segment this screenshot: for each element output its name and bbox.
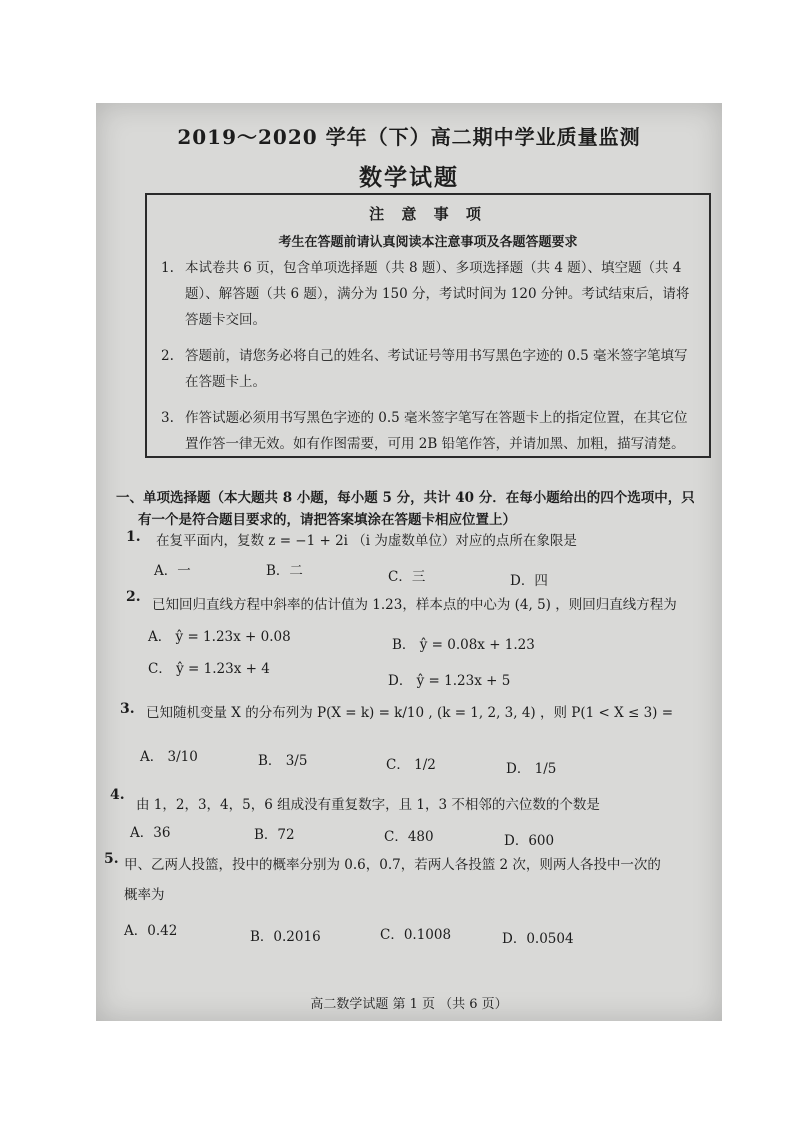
page-footer: 高二数学试题 第 1 页 （共 6 页）: [310, 997, 508, 1012]
option-c: C．480: [384, 829, 434, 845]
notice-item-line: 本试卷共 6 页，包含单项选择题（共 8 题）、多项选择题（共 4 题）、填空题（共 4: [185, 260, 682, 276]
question-stem: 甲、乙两人投篮，投中的概率分别为 0.6，0.7，若两人各投篮 2 次，则两人各投中一次的: [124, 857, 661, 873]
option-a: A． 3/10: [140, 749, 198, 765]
option-a: A．一: [154, 563, 191, 579]
question-number: 1.: [126, 529, 141, 545]
option-b: B．0.2016: [250, 929, 321, 945]
notice-item-line: 答题卡交回。: [185, 312, 266, 328]
notice-heading: 注 意 事 项: [369, 205, 487, 223]
option-a: A．0.42: [124, 923, 178, 939]
option-c: C．三: [388, 569, 426, 585]
option-d: D． 1/5: [506, 761, 557, 777]
notice-intro: 考生在答题前请认真阅读本注意事项及各题答题要求: [278, 235, 578, 250]
question-number: 3.: [120, 701, 135, 717]
option-d: D．600: [504, 833, 555, 849]
notice-item-number: 2.: [161, 348, 174, 364]
notice-box: [145, 193, 711, 458]
question-stem: 在复平面内，复数 z = −1 + 2i （i 为虚数单位）对应的点所在象限是: [156, 533, 577, 549]
notice-item-line: 题）、解答题（共 6 题），满分为 150 分，考试时间为 120 分钟。考试结束后，请将: [185, 286, 690, 302]
option-b: B． ŷ = 0.08x + 1.23: [392, 637, 535, 653]
question-stem-cont: 概率为: [124, 887, 165, 903]
option-c: C． 1/2: [386, 757, 436, 773]
question-stem: 由 1，2，3，4，5，6 组成没有重复数字，且 1，3 不相邻的六位数的个数是: [136, 797, 600, 813]
exam-paper: [96, 103, 722, 1021]
notice-item-number: 1.: [161, 260, 174, 276]
option-d: D．四: [510, 573, 548, 589]
question-number: 5.: [104, 851, 119, 867]
subject-title: 数学试题: [359, 164, 459, 191]
exam-title: 2019～2020 学年（下）高二期中学业质量监测: [177, 125, 641, 149]
option-d: D． ŷ = 1.23x + 5: [388, 673, 511, 689]
question-stem: 已知回归直线方程中斜率的估计值为 1.23，样本点的中心为 (4, 5) ，则回归直线方程为: [152, 597, 677, 613]
notice-item-number: 3.: [161, 410, 174, 426]
notice-item-line: 作答试题必须用书写黑色字迹的 0.5 毫米签字笔写在答题卡上的指定位置，在其它位: [185, 410, 688, 426]
question-stem: 已知随机变量 X 的分布列为 P(X = k) = k/10 , (k = 1, 2, 3, 4) ，则 P(1 < X ≤ 3) =: [146, 705, 674, 721]
option-b: B． 3/5: [258, 753, 308, 769]
question-number: 2.: [126, 589, 141, 605]
notice-item-line: 答题前，请您务必将自己的姓名、考试证号等用书写黑色字迹的 0.5 毫米签字笔填写: [185, 348, 688, 364]
option-d: D．0.0504: [502, 931, 574, 947]
option-b: B．72: [254, 827, 295, 843]
option-a: A． ŷ = 1.23x + 0.08: [148, 629, 291, 645]
option-c: C． ŷ = 1.23x + 4: [148, 661, 270, 677]
notice-item-line: 置作答一律无效。如有作图需要，可用 2B 铅笔作答，并请加黑、加粗，描写清楚。: [185, 436, 685, 452]
section-heading-cont: 有一个是符合题目要求的，请把答案填涂在答题卡相应位置上）: [138, 512, 516, 528]
option-a: A．36: [130, 825, 171, 841]
option-c: C．0.1008: [380, 927, 452, 943]
option-b: B．二: [266, 563, 303, 579]
question-number: 4.: [110, 787, 125, 803]
section-heading: 一、单项选择题（本大题共 8 小题，每小题 5 分，共计 40 分．在每小题给出的四个选项中，只: [116, 490, 695, 506]
notice-item-line: 在答题卡上。: [185, 374, 266, 390]
